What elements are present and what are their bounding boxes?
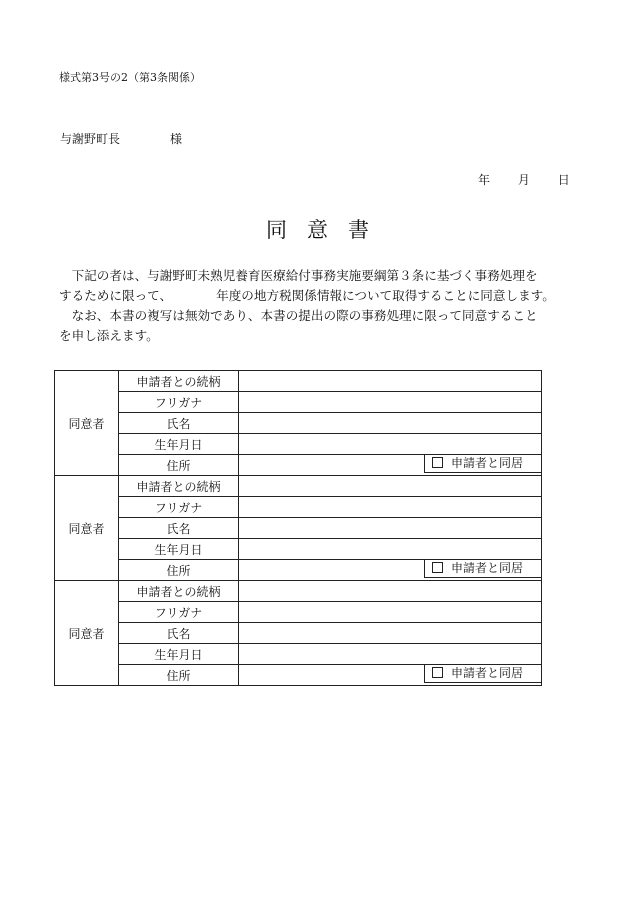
table-row <box>55 518 542 539</box>
form-number: 様式第3号の2（第3条関係） <box>59 71 201 84</box>
table-row <box>55 539 542 560</box>
table-row <box>55 413 542 434</box>
document-title: 同意書 <box>266 218 389 242</box>
name-field[interactable] <box>239 413 542 434</box>
statement-line: なお、本書の複写は無効であり、本書の提出の際の事務処理に限って同意すること <box>71 308 538 323</box>
field-label-furigana: フリガナ <box>119 602 239 623</box>
furigana-field[interactable] <box>239 602 542 623</box>
cohabit-label: 申請者と同居 <box>451 666 524 680</box>
field-label-furigana: フリガナ <box>119 392 239 413</box>
cohabit-option[interactable] <box>424 664 542 683</box>
address-field[interactable] <box>239 665 542 686</box>
table-row <box>55 602 542 623</box>
birthdate-field[interactable] <box>239 434 542 455</box>
statement-line: するために限って、 年度の地方税関係情報について取得することに同意します。 <box>59 288 555 303</box>
table-row <box>55 560 542 581</box>
field-label-name: 氏名 <box>119 413 239 434</box>
relationship-field[interactable] <box>239 581 542 602</box>
field-label-relationship: 申請者との続柄 <box>119 476 239 497</box>
date-month: 月 <box>517 173 530 187</box>
date-line <box>478 171 570 188</box>
table-row <box>55 455 542 476</box>
statement-line: 下記の者は、与謝野町未熟児養育医療給付事務実施要綱第３条に基づく事務処理を <box>71 268 538 283</box>
date-year: 年 <box>478 173 491 187</box>
field-label-address: 住所 <box>119 455 239 476</box>
relationship-field[interactable] <box>239 371 542 392</box>
cohabit-option[interactable] <box>424 559 542 578</box>
addressee-name: 与謝野町長 <box>60 132 121 146</box>
birthdate-field[interactable] <box>239 644 542 665</box>
table-row <box>55 371 542 392</box>
consenter-table <box>54 370 542 686</box>
field-label-birthdate: 生年月日 <box>119 539 239 560</box>
table-row <box>55 665 542 686</box>
field-label-relationship: 申請者との続柄 <box>119 581 239 602</box>
addressee <box>60 130 182 147</box>
cohabit-checkbox[interactable] <box>432 562 443 573</box>
table-row <box>55 476 542 497</box>
field-label-name: 氏名 <box>119 518 239 539</box>
field-label-birthdate: 生年月日 <box>119 644 239 665</box>
field-label-address: 住所 <box>119 665 239 686</box>
cohabit-label: 申請者と同居 <box>451 456 524 470</box>
field-label-birthdate: 生年月日 <box>119 434 239 455</box>
birthdate-field[interactable] <box>239 539 542 560</box>
table-row <box>55 497 542 518</box>
cohabit-option[interactable] <box>424 454 542 473</box>
cohabit-checkbox[interactable] <box>432 667 443 678</box>
field-label-relationship: 申請者との続柄 <box>119 371 239 392</box>
furigana-field[interactable] <box>239 392 542 413</box>
cohabit-label: 申請者と同居 <box>451 561 524 575</box>
statement-line: を申し添えます。 <box>59 328 159 343</box>
honorific: 様 <box>170 132 183 146</box>
name-field[interactable] <box>239 623 542 644</box>
address-field[interactable] <box>239 560 542 581</box>
table-row <box>55 644 542 665</box>
table-row <box>55 434 542 455</box>
field-label-name: 氏名 <box>119 623 239 644</box>
consent-statement <box>59 266 589 346</box>
table-row <box>55 581 542 602</box>
field-label-address: 住所 <box>119 560 239 581</box>
table-row <box>55 623 542 644</box>
field-label-furigana: フリガナ <box>119 497 239 518</box>
table-row <box>55 392 542 413</box>
cohabit-checkbox[interactable] <box>432 457 443 468</box>
relationship-field[interactable] <box>239 476 542 497</box>
consenter-group-label: 同意者 <box>55 371 119 476</box>
consenter-group-label: 同意者 <box>55 581 119 686</box>
name-field[interactable] <box>239 518 542 539</box>
address-field[interactable] <box>239 455 542 476</box>
date-day: 日 <box>557 173 570 187</box>
furigana-field[interactable] <box>239 497 542 518</box>
consenter-group-label: 同意者 <box>55 476 119 581</box>
